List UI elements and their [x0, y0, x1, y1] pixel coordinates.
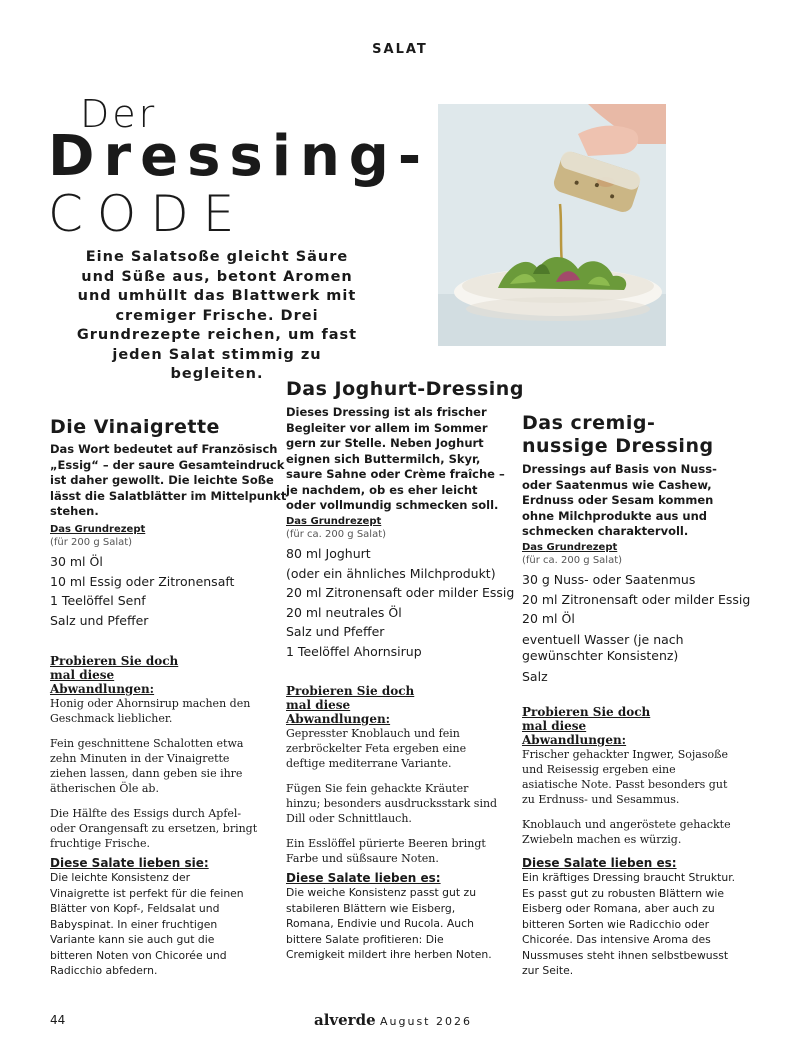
love-heading: Diese Salate lieben es: — [286, 871, 441, 885]
variation-item: Ein Esslöffel pürierte Beeren bringt Farbe und süßsaure Noten. — [286, 837, 486, 865]
salad-photo — [438, 104, 666, 346]
ingredient-item: 1 Teelöffel Senf — [50, 593, 146, 608]
variation-item: Fügen Sie fein gehackte Kräuter hinzu; besonders ausdrucksstark sind Dill oder Schnittlauch. — [286, 782, 498, 825]
ingredient-item: 20 ml Zitronensaft oder milder Essig — [286, 585, 515, 600]
title-line-1: Der — [80, 92, 158, 136]
recipe-label: Das Grundrezept — [286, 516, 382, 527]
variations-nussig — [522, 705, 734, 857]
love-vinaigrette — [50, 856, 248, 979]
ingredient-item: (oder ein ähnliches Milchprodukt) — [286, 565, 496, 581]
recipe-subtitle: (für 200 g Salat) — [50, 537, 133, 548]
recipe-subtitle: (für ca. 200 g Salat) — [522, 555, 623, 566]
page-number: 44 — [50, 1013, 66, 1027]
ingredient-item: 20 ml Öl — [522, 611, 575, 626]
love-text: Die leichte Konsistenz der Vinaigrette ist perfekt für die feinen Blätter von Kopf-, Feldsalat und Babyspinat. In einer fruchtigen Variante kann sie auch gut die bitteren Noten von Chicorée und Radicchio abfedern. — [50, 871, 244, 977]
column-lead: Das Wort bedeutet auf Französisch „Essig“ – der saure Gesamteindruck ist daher gewollt. Die leichte Soße lässt die Salatblätter im Mittelpunkt stehen. — [50, 442, 287, 518]
recipe-joghurt — [286, 516, 526, 661]
ingredient-item: 20 ml neutrales Öl — [286, 604, 402, 620]
column-nussig — [522, 412, 732, 540]
ingredient-item: Salz und Pfeffer — [50, 612, 149, 628]
love-joghurt — [286, 871, 498, 963]
variations-joghurt — [286, 684, 498, 876]
love-text: Die weiche Konsistenz passt gut zu stabileren Blättern wie Eisberg, Romana, Endivie und Rucola. Auch bittere Salate profitieren: Die Cremigkeit mildert ihre herben Noten. — [286, 886, 492, 961]
love-nussig — [522, 856, 746, 979]
column-lead: Dressings auf Basis von Nuss- oder Saatenmus wie Cashew, Erdnuss oder Sesam kommen ohne Milchprodukte aus und schmecken charaktervoll. — [522, 462, 717, 538]
column-lead: Dieses Dressing ist als frischer Begleiter vor allem im Sommer gern zur Stelle. Neben Joghurt eignen sich Buttermilch, Skyr, saure Sahne oder Crème fraîche – je nachdem, ob es eher leicht oder vollmundig schmecken soll. — [286, 405, 505, 512]
recipe-subtitle: (für ca. 200 g Salat) — [286, 529, 387, 540]
ingredient-list — [522, 570, 751, 686]
ingredient-item: 80 ml Joghurt — [286, 546, 371, 561]
ingredient-list — [50, 552, 290, 630]
title-line-2: Dressing- — [48, 124, 431, 189]
variation-item: Die Hälfte des Essigs durch Apfel- oder Orangensaft zu ersetzen, bringt fruchtige Frische. — [50, 807, 258, 850]
love-text: Ein kräftiges Dressing braucht Struktur. Es passt gut zu robusten Blättern wie Eisberg oder Romana, aber auch zu bitteren Sorten wie Radicchio oder Chicorée. Das intensive Aroma des Nussmuses steht ihnen selbstbewusst zur Seite. — [522, 871, 736, 977]
variations-heading: Probieren Sie doch mal diese Abwandlungen: — [286, 684, 415, 726]
column-heading: Die Vinaigrette — [50, 416, 220, 438]
recipe-label: Das Grundrezept — [50, 524, 146, 535]
variations-heading: Probieren Sie doch mal diese Abwandlungen: — [50, 654, 179, 696]
variation-item: Honig oder Ahornsirup machen den Geschmack lieblicher. — [50, 697, 251, 725]
recipe-vinaigrette — [50, 524, 290, 630]
ingredient-item: 20 ml Zitronensaft oder milder Essig — [522, 591, 751, 607]
column-heading: Das cremig-nussige Dressing — [522, 412, 714, 457]
ingredient-item: eventuell Wasser (je nach gewünschter Konsistenz) — [522, 631, 684, 663]
ingredient-list — [286, 544, 526, 661]
ingredient-item: Salz — [522, 668, 548, 684]
recipe-nussig — [522, 542, 751, 686]
ingredient-item: 1 Teelöffel Ahornsirup — [286, 643, 422, 659]
column-joghurt — [286, 378, 524, 514]
brand-logo: alverde — [314, 1011, 376, 1029]
love-heading: Diese Salate lieben es: — [522, 856, 677, 870]
variation-item: Knoblauch und angeröstete gehackte Zwiebeln machen es würzig. — [522, 818, 731, 846]
column-vinaigrette — [50, 416, 290, 520]
variation-item: Frischer gehackter Ingwer, Sojasoße und Reisessig ergeben eine asiatische Note. Passt besonders gut zu Erdnuss- und Sesammus. — [522, 748, 728, 806]
recipe-label: Das Grundrezept — [522, 542, 618, 553]
section-label: SALAT — [372, 42, 428, 57]
issue-date: August 2026 — [380, 1015, 472, 1028]
love-heading: Diese Salate lieben sie: — [50, 856, 209, 870]
ingredient-item: 10 ml Essig oder Zitronensaft — [50, 573, 235, 589]
column-heading: Das Joghurt-Dressing — [286, 378, 524, 400]
variation-item: Fein geschnittene Schalotten etwa zehn Minuten in der Vinaigrette ziehen lassen, dann geben sie ihre ätherischen Öle ab. — [50, 737, 244, 795]
ingredient-item: Salz und Pfeffer — [286, 624, 385, 639]
ingredient-item: 30 ml Öl — [50, 554, 103, 569]
variations-vinaigrette — [50, 654, 262, 861]
intro-text: Eine Salatsoße gleicht Säure und Süße aus, betont Aromen und umhüllt das Blattwerk mit cremiger Frische. Drei Grundrezepte reichen, um fast jeden Salat stimmig zu begleiten. — [76, 249, 358, 382]
variations-heading: Probieren Sie doch mal diese Abwandlungen: — [522, 705, 651, 747]
title-line-3: CODE — [48, 185, 249, 243]
ingredient-item: 30 g Nuss- oder Saatenmus — [522, 572, 696, 587]
variation-item: Gepresster Knoblauch und fein zerbröckelter Feta ergeben eine deftige mediterrane Variante. — [286, 727, 467, 770]
